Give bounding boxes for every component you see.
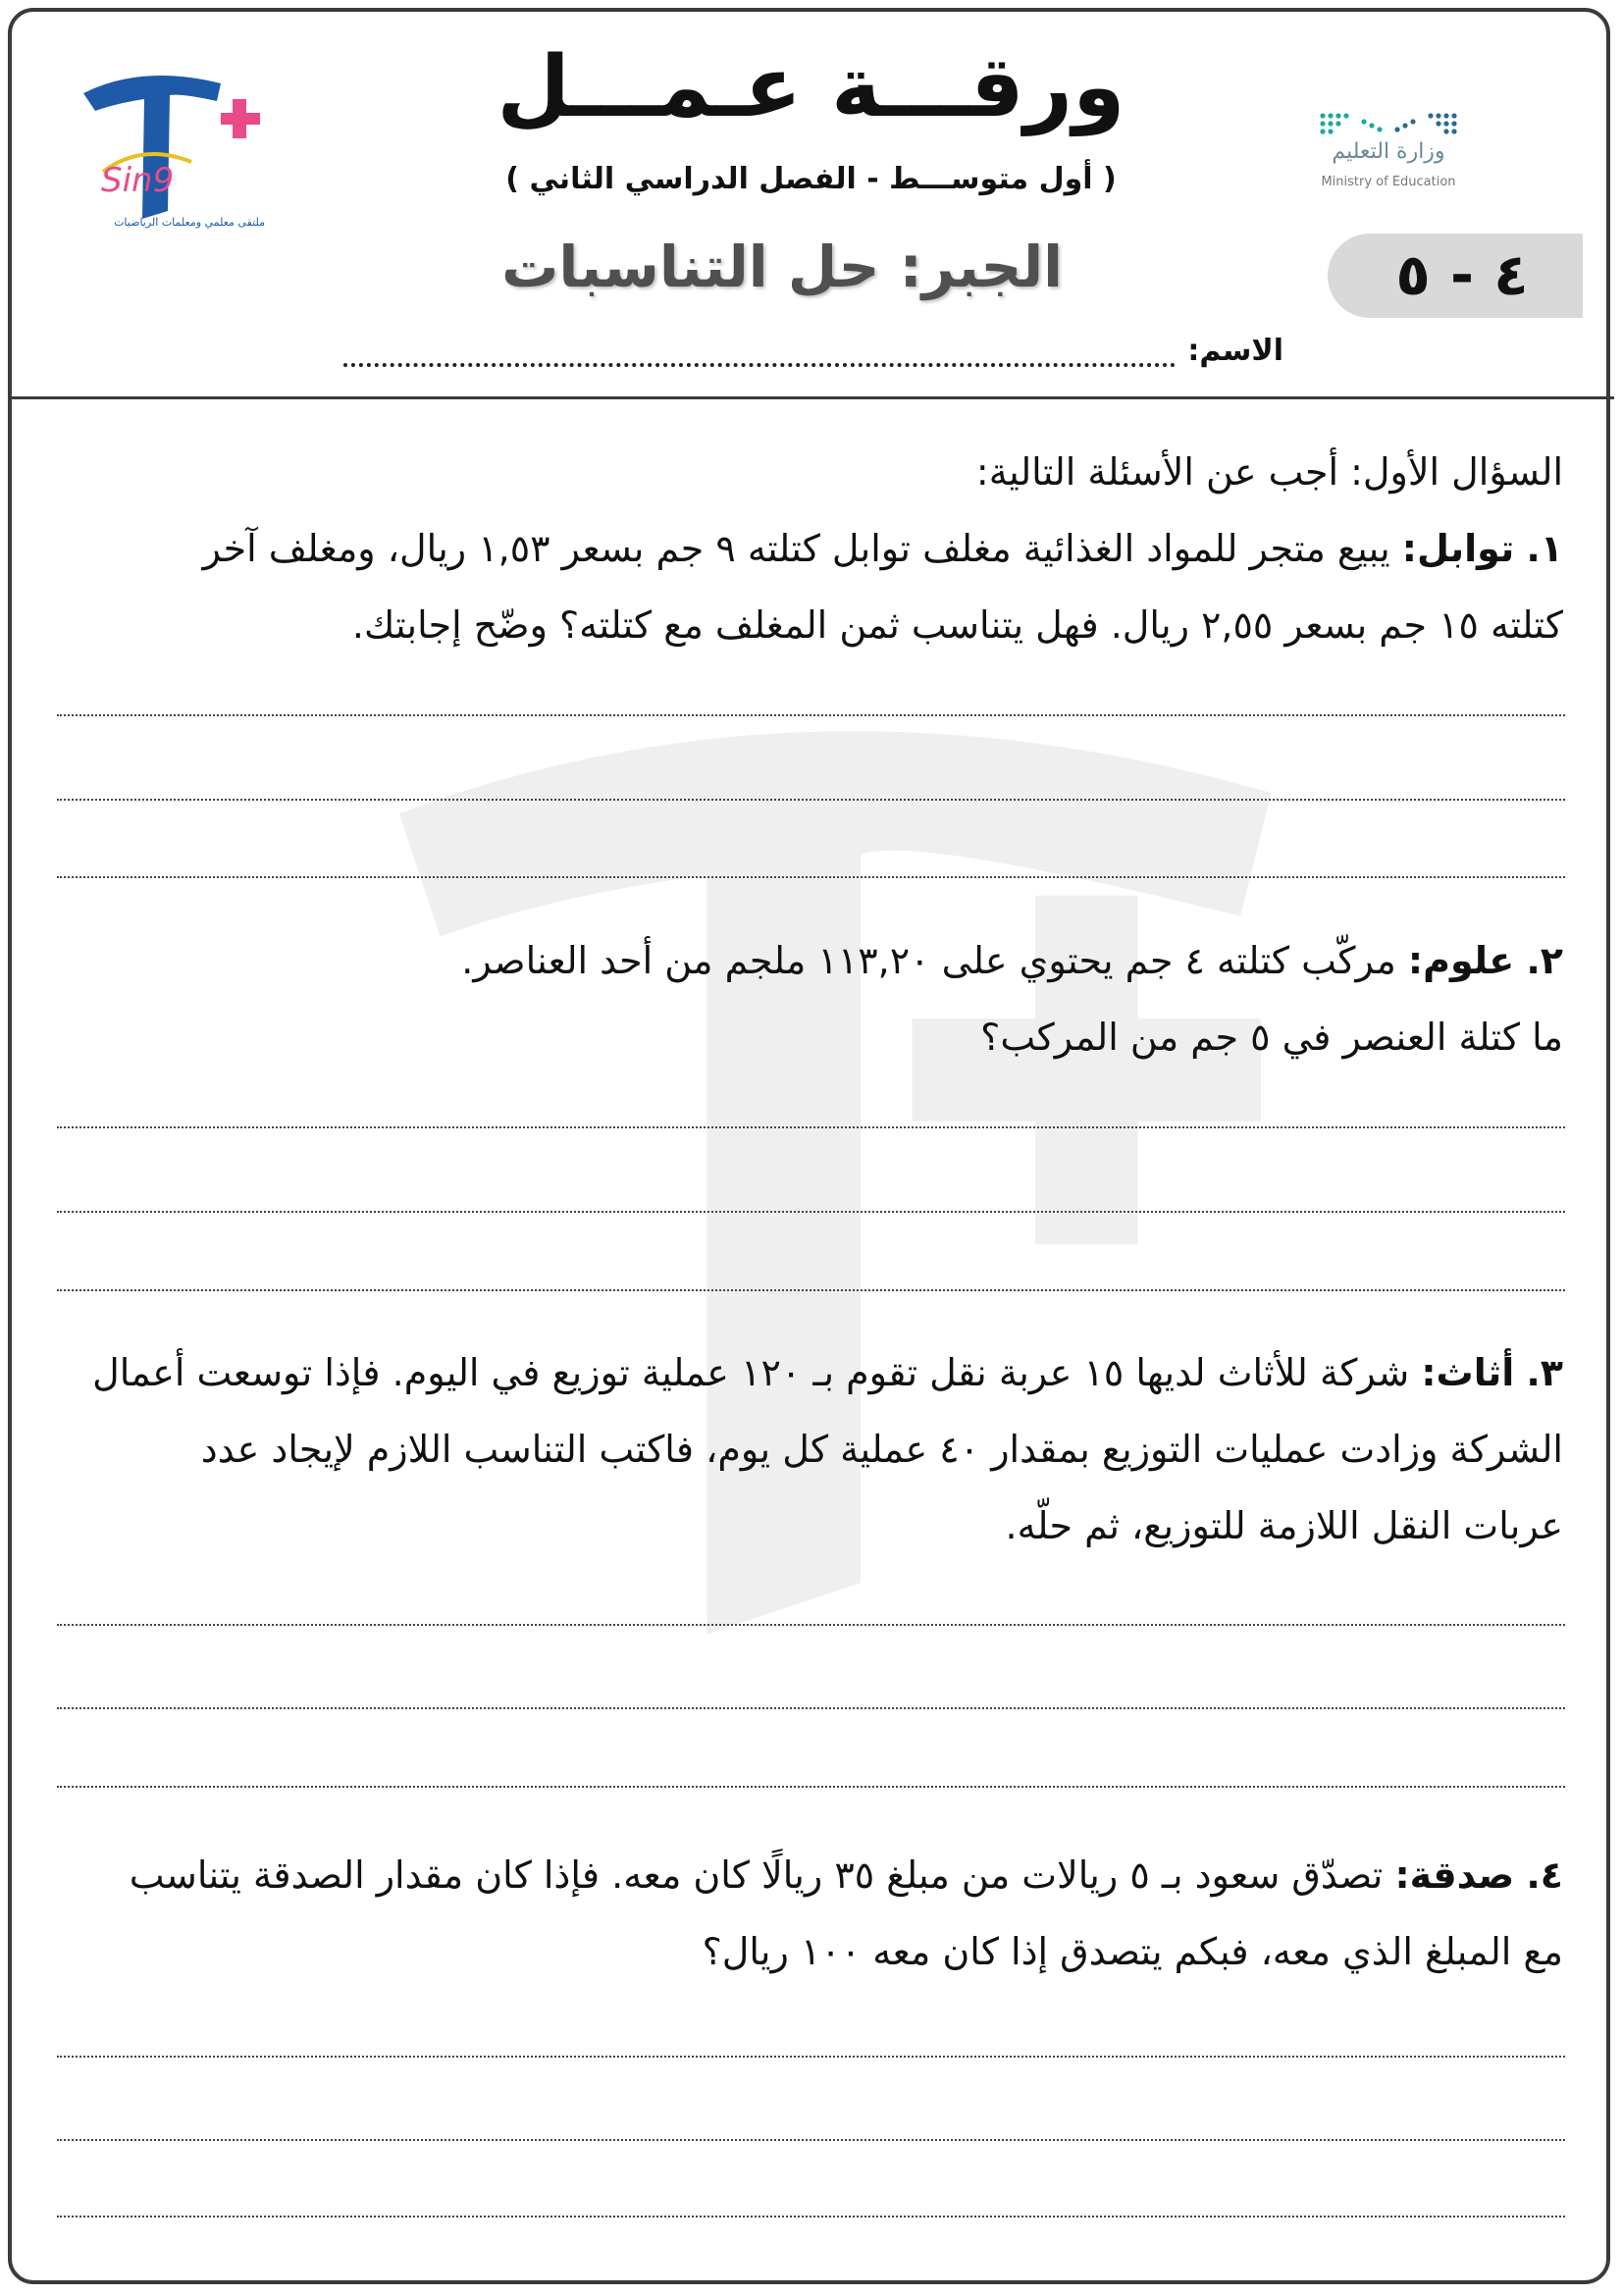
answer-line[interactable]: [57, 1126, 1565, 1128]
brand-mark: Sin9: [101, 161, 175, 200]
answer-line[interactable]: [57, 1786, 1565, 1788]
answer-line[interactable]: [57, 1211, 1565, 1213]
lesson-number: ٤ - ٥: [1395, 241, 1529, 308]
question-2: ٢. علوم: مركّب كتلته ٤ جم يحتوي على ١١٣,٢٠ ملجم من أحد العناصر. ما كتلة العنصر في ٥ جم من المركب؟: [461, 939, 1563, 1059]
question-2-keyword: علوم:: [1407, 939, 1515, 982]
question-heading: السؤال الأول: أجب عن الأسئلة التالية:: [975, 450, 1563, 494]
lesson-title: الجبر: حل التناسبات: [501, 234, 1063, 300]
name-field[interactable]: [343, 363, 1176, 367]
question-1-number: ١.: [1526, 527, 1563, 570]
name-label: الاسم:: [1187, 334, 1283, 368]
question-3: ٣. أثاث: شركة للأثاث لديها ١٥ عربة نقل تقوم بـ ١٢٠ عملية توزيع في اليوم. فإذا توسعت أعمال الشركة وزادت عمليات التوزيع بمقدار ٤٠ عملية كل يوم، فاكتب التناسب اللازم لإيجاد عدد عربات النقل اللازمة للتوزيع، ثم حلّه.: [92, 1351, 1563, 1547]
question-2-number: ٢.: [1526, 939, 1563, 982]
question-3-keyword: أثاث:: [1421, 1351, 1515, 1394]
question-4-keyword: صدقة:: [1394, 1853, 1515, 1897]
worksheet-subtitle: ( أول متوســـط - الفصل الدراسي الثاني ): [505, 162, 1117, 196]
answer-line[interactable]: [57, 1624, 1565, 1626]
header-divider: [8, 396, 1614, 399]
worksheet-title: ورقـــة عـمـــل: [497, 38, 1125, 136]
answer-line[interactable]: [57, 876, 1565, 878]
ministry-name: وزارة التعليم: [1332, 139, 1445, 164]
question-3-number: ٣.: [1526, 1351, 1563, 1394]
answer-line[interactable]: [57, 2139, 1565, 2141]
answer-line[interactable]: [57, 1707, 1565, 1709]
ministry-subtitle: Ministry of Education: [1321, 175, 1456, 189]
question-1: ١. توابل: يبيع متجر للمواد الغذائية مغلف توابل كتلته ٩ جم بسعر ١,٥٣ ريال، ومغلف آخر كتلته ١٥ جم بسعر ٢,٥٥ ريال. فهل يتناسب ثمن المغلف مع كتلته؟ وضّح إجابتك.: [202, 527, 1563, 647]
answer-line[interactable]: [57, 2216, 1565, 2218]
answer-line[interactable]: [57, 714, 1565, 716]
answer-line[interactable]: [57, 2056, 1565, 2058]
brand-logo: [74, 54, 270, 231]
question-4-number: ٤.: [1526, 1853, 1563, 1897]
question-1-keyword: توابل:: [1401, 527, 1515, 570]
answer-line[interactable]: [57, 1289, 1565, 1291]
answer-line[interactable]: [57, 799, 1565, 801]
question-4: ٤. صدقة: تصدّق سعود بـ ٥ ريالات من مبلغ ٣٥ ريالًا كان معه. فإذا كان مقدار الصدقة يتناسب مع المبلغ الذي معه، فبكم يتصدق إذا كان معه ١٠٠ ريال؟: [129, 1853, 1563, 1973]
brand-caption: ملتقى معلمي ومعلمات الرياضيات: [114, 216, 265, 229]
